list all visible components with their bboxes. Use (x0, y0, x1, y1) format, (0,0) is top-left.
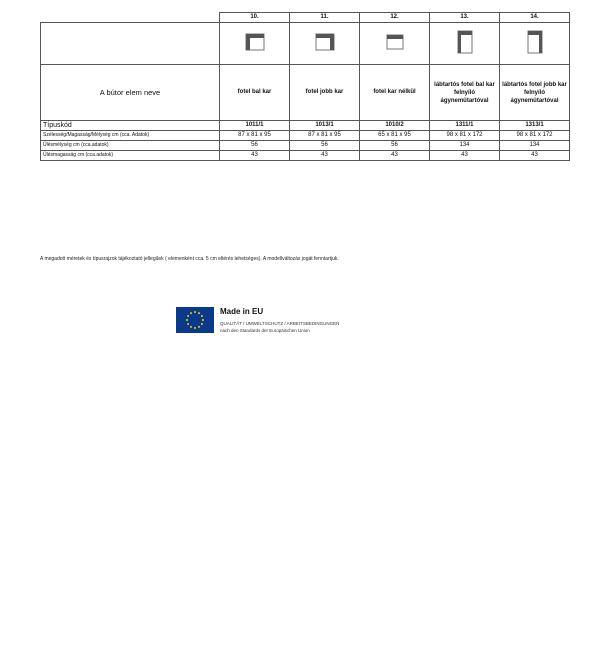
eu-star (202, 319, 204, 321)
eu-star (186, 319, 188, 321)
seat-height: 43 (220, 151, 290, 161)
dimensions: 98 x 81 x 172 (500, 131, 570, 141)
footrest-chair-left-icon (457, 30, 473, 54)
eu-star (194, 327, 196, 329)
made-in-eu-line2: nach den Standards der Europäischen Union (220, 328, 310, 333)
type-code-label: Típuskód (41, 121, 220, 131)
seat-depth: 56 (220, 141, 290, 151)
dimensions: 65 x 81 x 95 (360, 131, 430, 141)
column-number: 13. (430, 13, 500, 23)
type-code: 1011/1 (220, 121, 290, 131)
eu-star (194, 311, 196, 313)
eu-star (187, 315, 189, 317)
element-name: fotel jobb kar (290, 65, 360, 121)
seat-height-label: Ülésmagasság cm (cca.adatok) (41, 151, 220, 161)
made-in-eu-line1: QUALITÄT / UMWELTSCHUTZ / ARBEITSBEDINGUNGEN (220, 321, 340, 326)
seat-height: 43 (430, 151, 500, 161)
corner-cell (41, 13, 220, 23)
dimensions: 98 x 81 x 172 (430, 131, 500, 141)
column-number: 11. (290, 13, 360, 23)
eu-star (190, 326, 192, 328)
seat-height: 43 (290, 151, 360, 161)
element-name: fotel bal kar (220, 65, 290, 121)
column-number: 10. (220, 13, 290, 23)
armchair-no-arm-icon (386, 34, 404, 50)
product-spec-table (40, 12, 570, 161)
element-name: fotel kar nélkül (360, 65, 430, 121)
seat-height: 43 (500, 151, 570, 161)
eu-stars (176, 307, 214, 333)
element-name: lábtartós fotel jobb kar felnyíló ágynemûtartóval (500, 65, 570, 121)
disclaimer-note: A megadott méretek és típusrajzok tájékoztató jellegűek ( elemenként cca. 5 cm eltérés lehetséges). A modellváltozás jogát fenntartjuk. (40, 256, 339, 262)
dimensions: 87 x 81 x 95 (220, 131, 290, 141)
eu-star (187, 323, 189, 325)
made-in-eu-badge (176, 307, 339, 334)
eu-star (201, 323, 203, 325)
type-code: 1313/1 (500, 121, 570, 131)
armchair-left-arm-icon (245, 33, 265, 51)
footrest-chair-right-icon (527, 30, 543, 54)
armchair-right-arm-icon (315, 33, 335, 51)
seat-depth-label: Ülésmélység cm (cca.adatok) (41, 141, 220, 151)
eu-star (190, 312, 192, 314)
seat-depth: 134 (430, 141, 500, 151)
made-in-eu-title: Made in EU (220, 307, 264, 316)
element-name: lábtartós fotel bal kar felnyíló ágynemûtartóval (430, 65, 500, 121)
eu-flag-icon (176, 307, 214, 333)
eu-star (198, 326, 200, 328)
seat-depth: 56 (290, 141, 360, 151)
column-number: 14. (500, 13, 570, 23)
seat-depth: 134 (500, 141, 570, 151)
icon-row-label (41, 23, 220, 65)
type-code: 1010/2 (360, 121, 430, 131)
type-code: 1311/1 (430, 121, 500, 131)
seat-depth: 56 (360, 141, 430, 151)
eu-star (201, 315, 203, 317)
eu-star (198, 312, 200, 314)
dimensions-label: Szélesség/Magasság/Mélység cm (cca. Adatok) (41, 131, 220, 141)
dimensions: 87 x 81 x 95 (290, 131, 360, 141)
type-code: 1013/1 (290, 121, 360, 131)
seat-height: 43 (360, 151, 430, 161)
column-number: 12. (360, 13, 430, 23)
element-name-label: A bútor elem neve (41, 65, 220, 121)
